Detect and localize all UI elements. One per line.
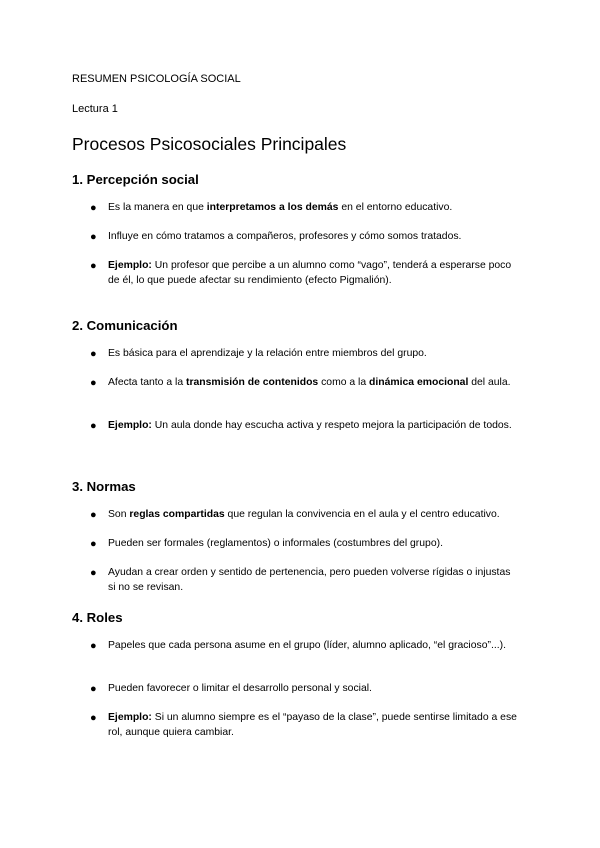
list-item-text [108, 566, 520, 595]
text-run: Pueden ser formales (reglamentos) o informales (costumbres del grupo). [108, 538, 443, 549]
bold-text: Ejemplo: [108, 712, 152, 723]
text-run: del aula. [468, 377, 511, 388]
text-run: en el entorno educativo. [338, 202, 453, 213]
list-item-text [108, 682, 520, 697]
bullet-icon: ● [90, 567, 97, 579]
course-header: RESUMEN PSICOLOGÍA SOCIAL [72, 73, 241, 85]
bold-text: Ejemplo: [108, 260, 152, 271]
section-heading-percepcion: 1. Percepción social [72, 172, 199, 187]
text-run: Un aula donde hay escucha activa y respeto mejora la participación de todos. [151, 420, 512, 431]
list-item-text [108, 639, 520, 654]
bullet-icon: ● [90, 683, 97, 695]
bullet-icon: ● [90, 260, 97, 272]
bullet-icon: ● [90, 509, 97, 521]
bold-text: dinámica emocional [369, 377, 469, 388]
bullet-icon: ● [90, 712, 97, 724]
list-item-text [108, 201, 520, 216]
text-run: Un profesor que percibe a un alumno como “vago”, tenderá a esperarse poco de él, lo que puede afectar su rendimiento (efecto Pigmalión). [108, 260, 512, 286]
text-run: Influye en cómo tratamos a compañeros, profesores y cómo somos tratados. [108, 231, 462, 242]
bold-text: interpretamos a los demás [206, 202, 339, 213]
text-run: Es básica para el aprendizaje y la relación entre miembros del grupo. [108, 348, 427, 359]
list-item-text [108, 376, 520, 391]
list-item-text [108, 508, 520, 523]
bullet-icon: ● [90, 348, 97, 360]
lecture-label: Lectura 1 [72, 103, 118, 115]
section-heading-normas: 3. Normas [72, 479, 136, 494]
bullet-icon: ● [90, 538, 97, 550]
page-title: Procesos Psicosociales Principales [72, 134, 347, 154]
text-run: Son [108, 509, 130, 520]
list-item-text [108, 230, 520, 245]
text-run: Pueden favorecer o limitar el desarrollo personal y social. [108, 683, 372, 694]
bullet-icon: ● [90, 377, 97, 389]
section-heading-roles: 4. Roles [72, 610, 123, 625]
text-run: Ayudan a crear orden y sentido de pertenencia, pero pueden volverse rígidas o injustas si no se revisan. [108, 567, 511, 593]
bullet-icon: ● [90, 231, 97, 243]
bold-text: reglas compartidas [129, 509, 225, 520]
section-heading-comunicacion: 2. Comunicación [72, 318, 178, 333]
text-run: que regulan la convivencia en el aula y el centro educativo. [224, 509, 500, 520]
text-run: como a la [318, 377, 370, 388]
text-run: Papeles que cada persona asume en el grupo (líder, alumno aplicado, “el gracioso”...). [108, 640, 506, 651]
text-run: Si un alumno siempre es el “payaso de la clase”, puede sentirse limitado a ese rol, aunque quiera cambiar. [108, 712, 517, 738]
bold-text: Ejemplo: [108, 420, 152, 431]
bullet-icon: ● [90, 420, 97, 432]
bullet-icon: ● [90, 202, 97, 214]
bullet-icon: ● [90, 640, 97, 652]
list-item-text [108, 347, 520, 362]
list-item-text [108, 711, 520, 740]
bold-text: transmisión de contenidos [185, 377, 319, 388]
text-run: Afecta tanto a la [108, 377, 186, 388]
list-item-text [108, 259, 520, 288]
text-run: Es la manera en que [108, 202, 207, 213]
list-item-text [108, 419, 520, 434]
list-item-text [108, 537, 520, 552]
